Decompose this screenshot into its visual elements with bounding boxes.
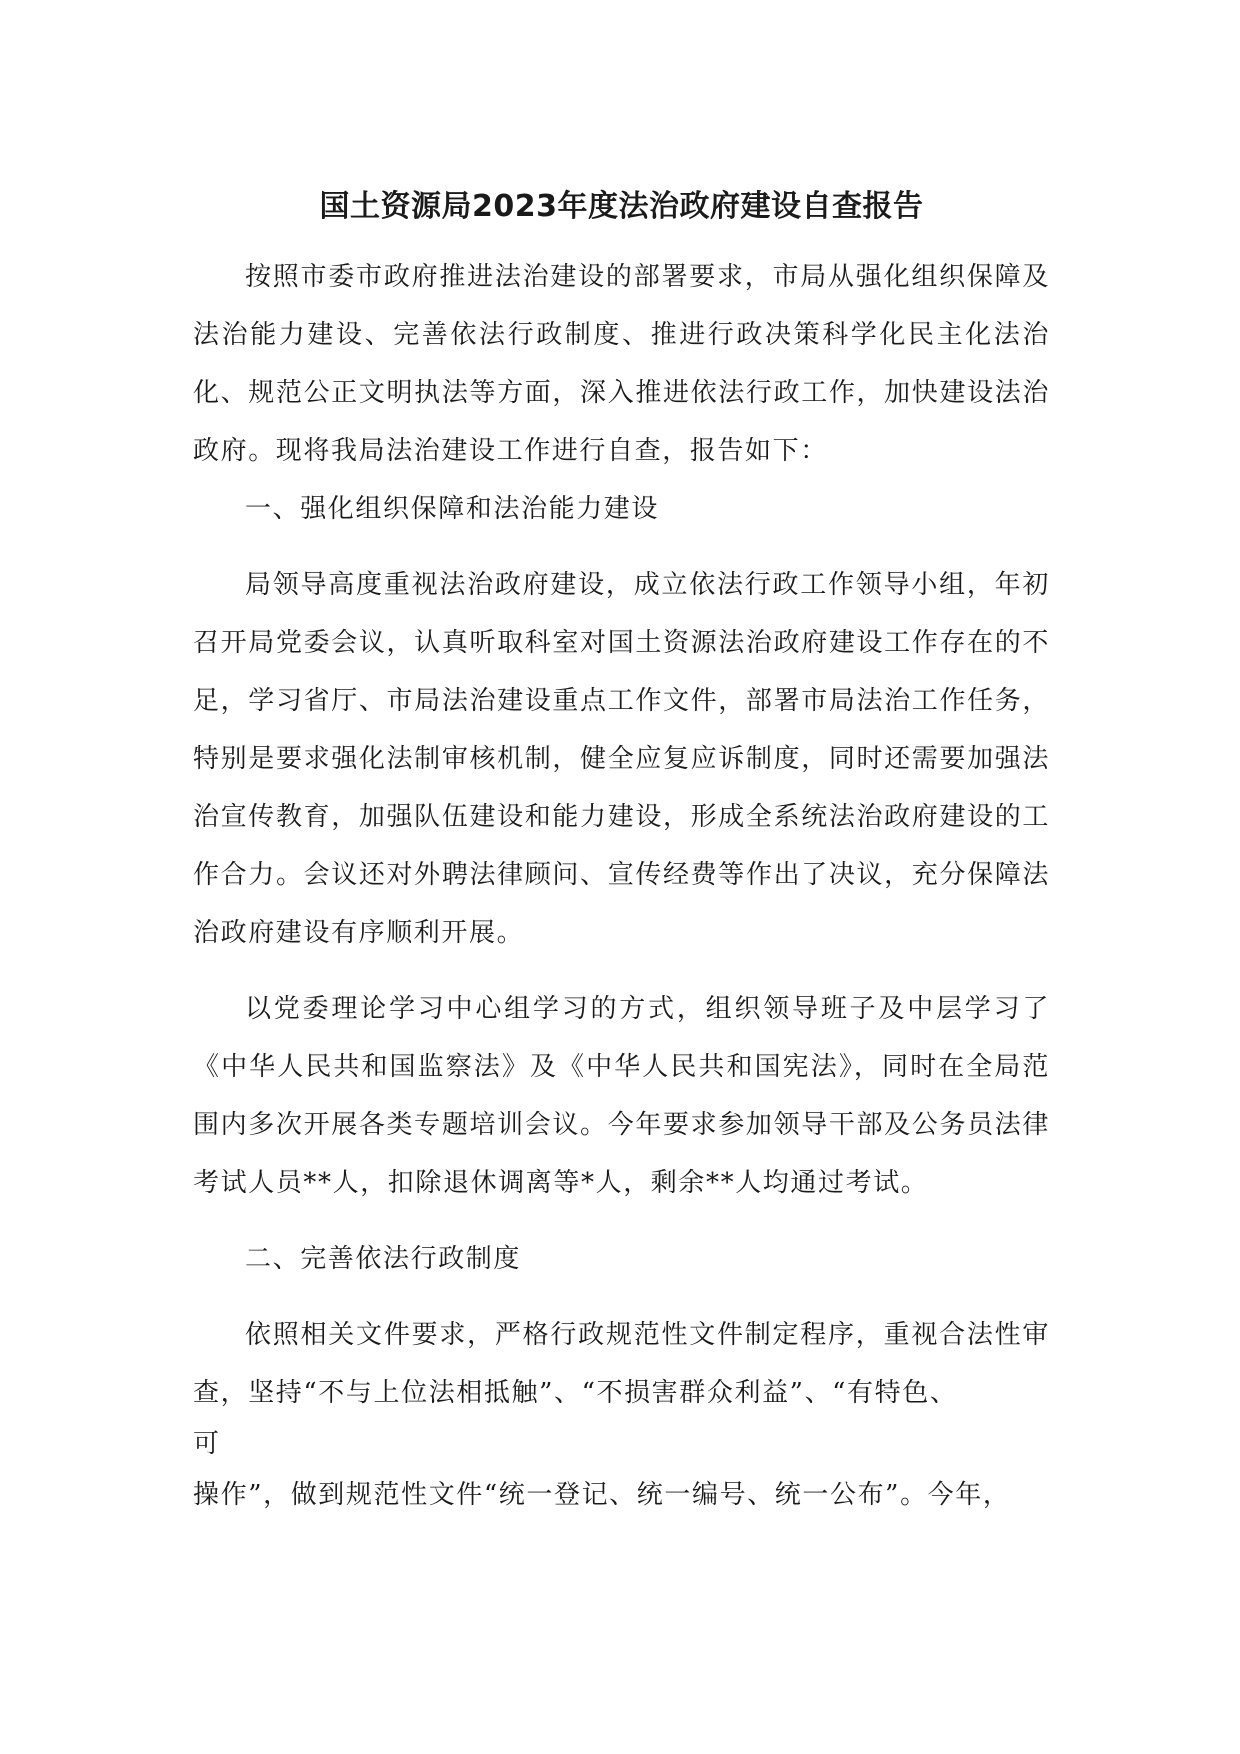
intro-paragraph: 按照市委市政府推进法治建设的部署要求，市局从强化组织保障及法治能力建设、完善依法行政制度、推进行政决策科学化民主化法治化、规范公正文明执法等方面，深入推进依法行政工作，加快建设法治政府。现将我局法治建设工作进行自查，报告如下：	[193, 262, 1050, 466]
section1-paragraph-1: 局领导高度重视法治政府建设，成立依法行政工作领导小组，年初召开局党委会议，认真听取科室对国土资源法治政府建设工作存在的不足，学习省厅、市局法治建设重点工作文件，部署市局法治工作任务，特别是要求强化法制审核机制，健全应复应诉制度，同时还需要加强法治宣传教育，加强队伍建设和能力建设，形成全系统法治政府建设的工作合力。会议还对外聘法律顾问、宣传经费等作出了决议，充分保障法治政府建设有序顺利开展。	[193, 570, 1050, 948]
section1-paragraph-2: 以党委理论学习中心组学习的方式，组织领导班子及中层学习了《中华人民共和国监察法》及《中华人民共和国宪法》，同时在全局范围内多次开展各类专题培训会议。今年要求参加领导干部及公务员法律考试人员**人，扣除退休调离等*人，剩余**人均通过考试。	[193, 994, 1050, 1198]
section-heading-1: 一、强化组织保障和法治能力建设	[245, 494, 660, 524]
section2-paragraph-2: 操作”，做到规范性文件“统一登记、统一编号、统一公布”。今年，	[193, 1480, 1011, 1510]
section-heading-2: 二、完善依法行政制度	[245, 1244, 522, 1274]
page-title: 国土资源局2023年度法治政府建设自查报告	[319, 189, 924, 224]
section2-fragment: 可	[193, 1429, 220, 1459]
section2-paragraph-1: 依照相关文件要求，严格行政规范性文件制定程序，重视合法性审查，坚持“不与上位法相抵触”、“不损害群众利益”、“有特色、	[193, 1320, 1050, 1408]
